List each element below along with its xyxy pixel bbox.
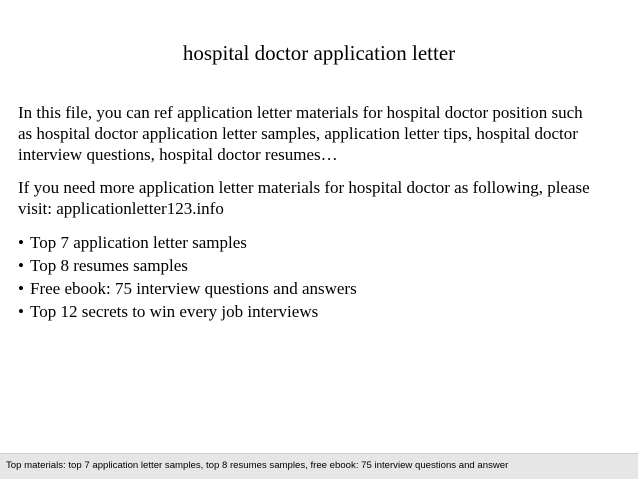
bullet-item bbox=[18, 254, 624, 277]
footer-banner: Top materials: top 7 application letter samples, top 8 resumes samples, free ebook: 75 interview questions and answer bbox=[0, 453, 638, 479]
bullet-item bbox=[18, 300, 624, 323]
intro-line: as hospital doctor application letter samples, application letter tips, hospital doctor bbox=[18, 124, 578, 143]
bullet-icon: • bbox=[18, 302, 24, 321]
bullet-list bbox=[18, 231, 624, 323]
bullet-text: Free ebook: 75 interview questions and answers bbox=[30, 279, 357, 298]
more-info-paragraph bbox=[18, 177, 624, 219]
bullet-text: Top 8 resumes samples bbox=[30, 256, 188, 275]
intro-paragraph bbox=[18, 102, 624, 165]
bullet-item bbox=[18, 231, 624, 254]
document-title: hospital doctor application letter bbox=[182, 41, 456, 65]
intro-line: interview questions, hospital doctor resumes… bbox=[18, 145, 338, 164]
intro-line: In this file, you can ref application letter materials for hospital doctor position such bbox=[18, 103, 583, 122]
bullet-item bbox=[18, 277, 624, 300]
more-info-line: visit: applicationletter123.info bbox=[18, 199, 224, 218]
bullet-icon: • bbox=[18, 279, 24, 298]
bullet-text: Top 12 secrets to win every job interviews bbox=[30, 302, 319, 321]
more-info-line: If you need more application letter materials for hospital doctor as following, please bbox=[18, 178, 590, 197]
document-body bbox=[18, 102, 624, 323]
bullet-icon: • bbox=[18, 256, 24, 275]
bullet-icon: • bbox=[18, 233, 24, 252]
bullet-text: Top 7 application letter samples bbox=[30, 233, 247, 252]
